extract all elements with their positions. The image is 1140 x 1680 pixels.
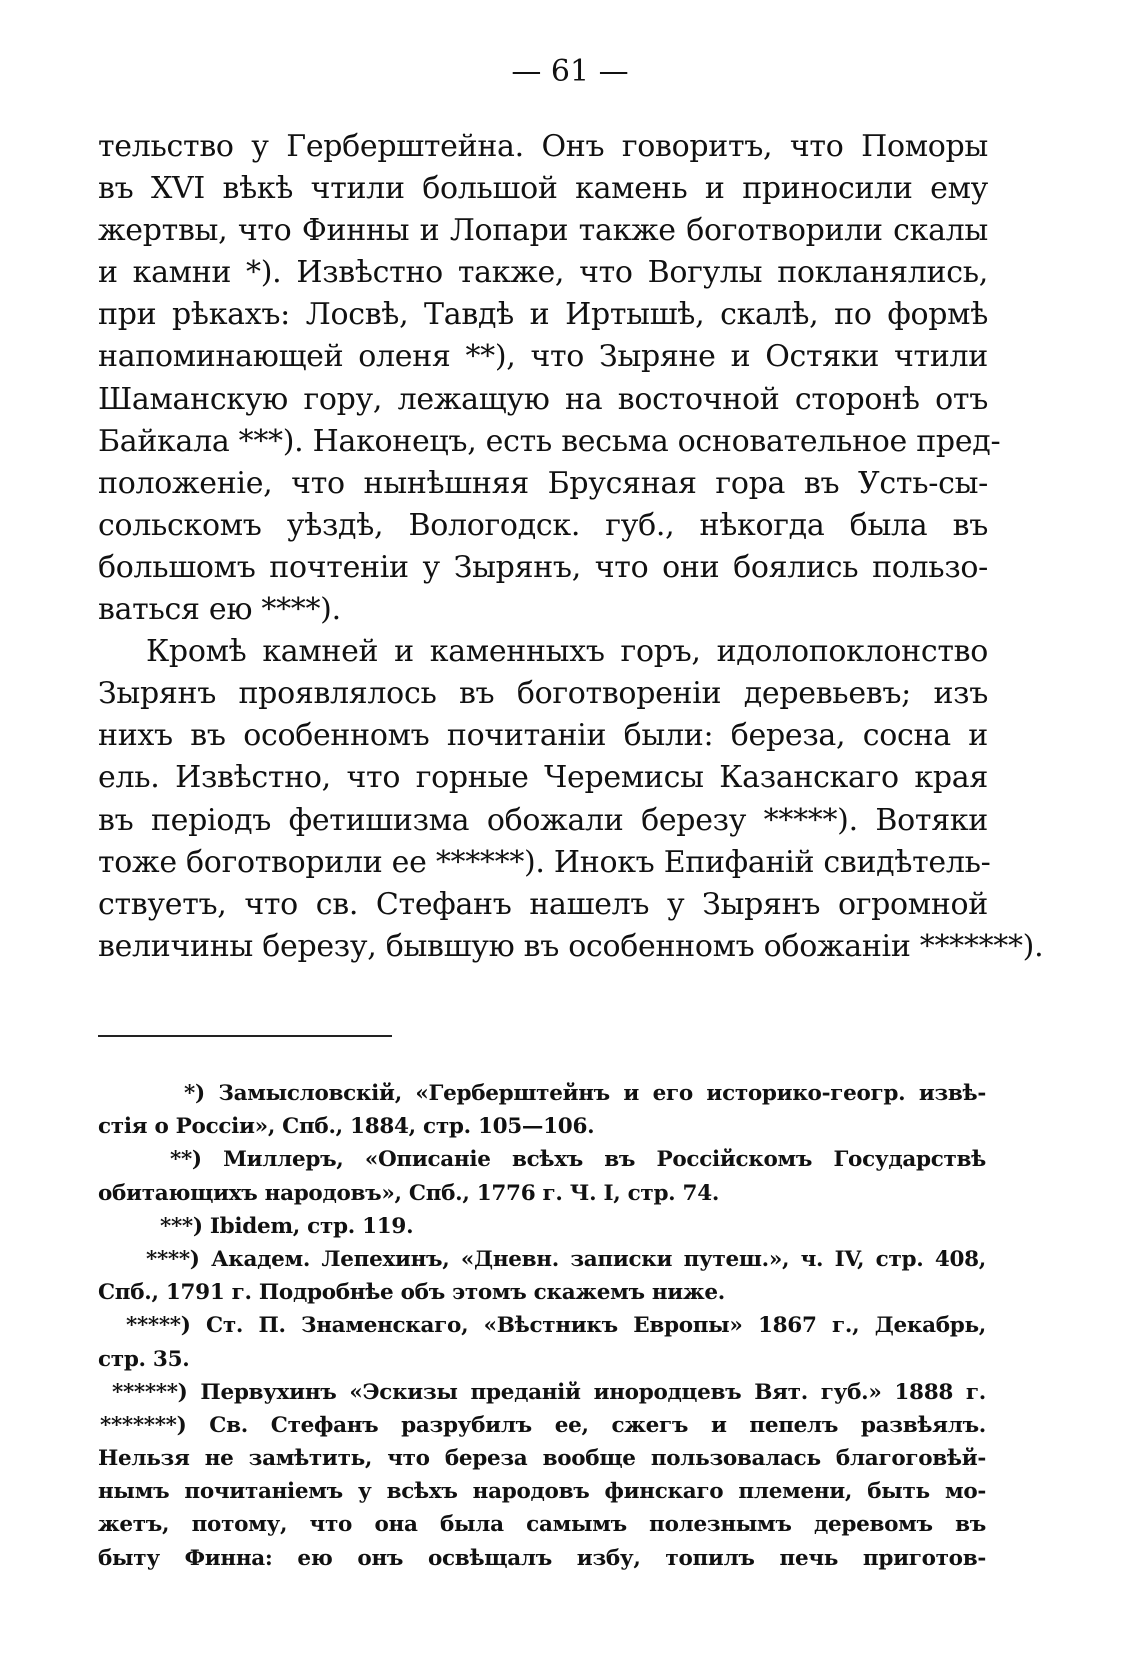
footnote-line: обитающихъ народовъ», Спб., 1776 г. Ч. I, стр. 74. [98, 1180, 720, 1206]
text-line: величины березу, бывшую въ особенномъ обожанiи *******). [98, 928, 1044, 964]
footnote-line: жетъ, потому, что она была самымъ полезнымъ деревомъ въ [98, 1512, 986, 1538]
page-number: — 61 — [511, 54, 629, 89]
text-line: жертвы, что Финны и Лопари также боготворили скалы [98, 213, 988, 249]
text-line: сольскомъ уѣздѣ, Вологодск. губ., нѣкогда была въ [98, 507, 988, 543]
footnote-line: Нельзя не замѣтить, что береза вообще пользовалась благоговѣй- [98, 1446, 986, 1472]
text-line: тоже боготворили ее ******). Инокъ Епифанiй свидѣтель- [98, 844, 991, 880]
text-line: ель. Извѣстно, что горные Черемисы Казанскаго края [98, 760, 988, 796]
main-text [98, 126, 1044, 968]
text-line: Шаманскую гору, лежащую на восточной сторонѣ отъ [98, 381, 988, 417]
text-line: ваться ею ****). [98, 592, 341, 628]
footnote-divider [98, 1035, 392, 1037]
footnote-line: Спб., 1791 г. Подробнѣе объ этомъ скажемъ ниже. [98, 1280, 725, 1306]
text-line: нихъ въ особенномъ почитанiи были: береза, сосна и [98, 718, 988, 754]
footnote-line: стiя о Россiи», Спб., 1884, стр. 105—106. [98, 1114, 595, 1140]
text-line: большомъ почтенiи у Зырянъ, что они боялись пользо- [98, 549, 988, 585]
footnote-line: *******) Св. Стефанъ разрубилъ ее, сжегъ и пепелъ развѣялъ. [100, 1412, 986, 1438]
footnote-line: *****) Ст. П. Знаменскаго, «Вѣстникъ Европы» 1867 г., Декабрь, [126, 1313, 986, 1339]
footnote-line: быту Финна: ею онъ освѣщалъ избу, топилъ печь приготов- [98, 1545, 986, 1571]
text-line: Зырянъ проявлялось въ боготворенiи деревьевъ; изъ [98, 676, 988, 712]
footnote-line: ******) Первухинъ «Эскизы преданiй инородцевъ Вят. губ.» 1888 г. [112, 1379, 986, 1405]
text-line: въ XVI вѣкѣ чтили большой камень и приносили ему [98, 171, 988, 207]
footnote-line: **) Миллеръ, «Описанiе всѣхъ въ Россiйскомъ Государствѣ [170, 1147, 986, 1173]
footnote-line: ***) Ibidem, стр. 119. [160, 1213, 414, 1239]
text-line: ствуетъ, что св. Стефанъ нашелъ у Зырянъ огромной [98, 886, 988, 922]
text-line: положенiе, что нынѣшняя Брусяная гора въ Усть-сы- [98, 465, 988, 501]
footnote-line: *) Замысловскiй, «Герберштейнъ и его историко-геогр. извѣ- [184, 1081, 986, 1106]
text-line: тельство у Герберштейна. Онъ говоритъ, что Поморы [98, 129, 988, 164]
footnote-line: стр. 35. [98, 1346, 190, 1372]
text-line: въ перiодъ фетишизма обожали березу *****). Вотяки [98, 802, 988, 838]
footnote-line: нымъ почитанiемъ у всѣхъ народовъ финскаго племени, быть мо- [98, 1479, 986, 1505]
text-line: напоминающей оленя **), что Зыряне и Остяки чтили [98, 339, 988, 375]
text-line: при рѣкахъ: Лосвѣ, Тавдѣ и Иртышѣ, скалѣ, по формѣ [98, 297, 988, 333]
footnotes [98, 1077, 986, 1575]
text-line: Кромѣ камней и каменныхъ горъ, идолопоклонство [146, 634, 988, 670]
text-line: и камни *). Извѣстно также, что Вогулы покланялись, [98, 255, 988, 291]
text-line: Байкала ***). Наконецъ, есть весьма основательное пред- [98, 423, 1001, 459]
footnote-line: ****) Академ. Лепехинъ, «Дневн. записки путеш.», ч. IV, стр. 408, [146, 1246, 986, 1272]
